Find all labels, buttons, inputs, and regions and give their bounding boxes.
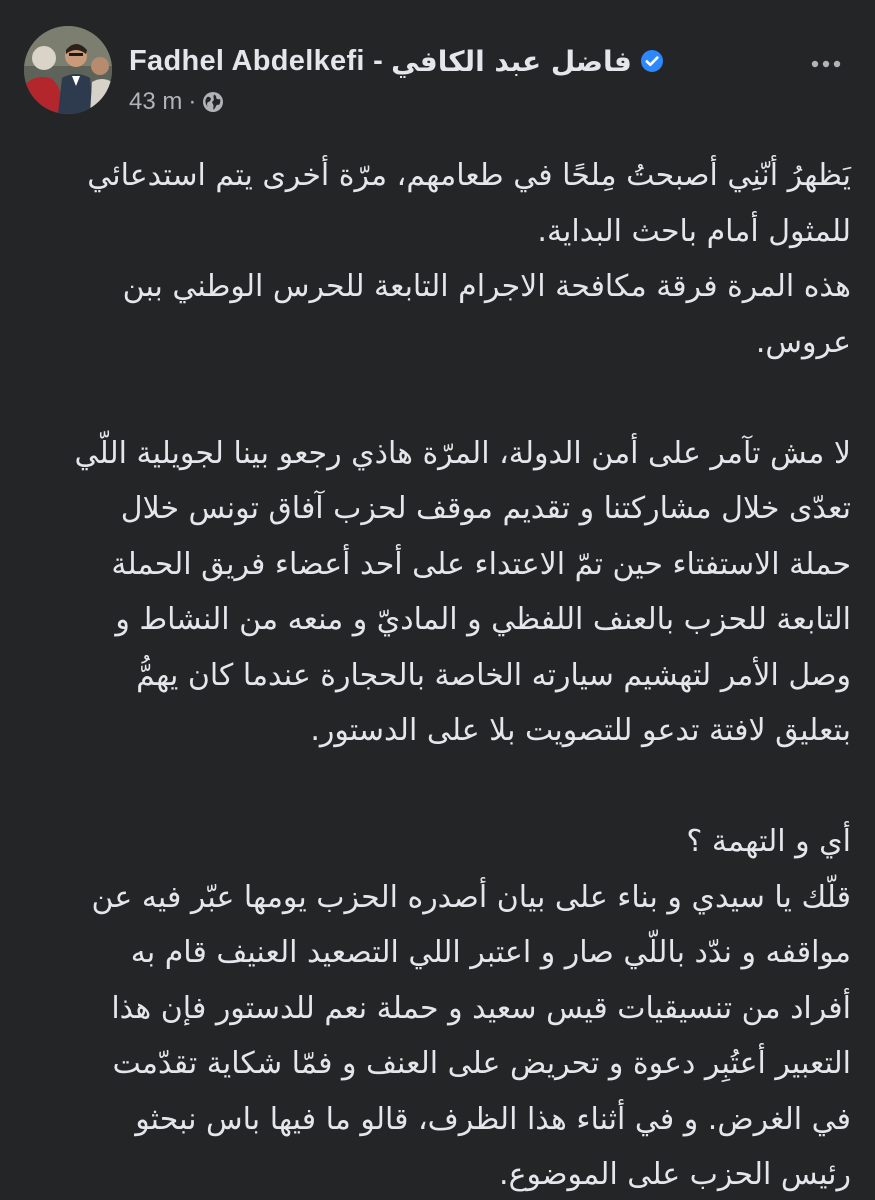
text-line: وصل الأمر لتهشيم سيارته الخاصة بالحجارة عندما كان يهمُّ <box>136 657 851 693</box>
meta-separator: · <box>188 88 197 115</box>
text-line: قلّك يا سيدي و بناء على بيان أصدره الحزب يومها عبّر فيه عن <box>91 879 851 915</box>
globe-icon[interactable] <box>202 91 224 113</box>
text-line: يَظهرُ أنّنِي أصبحتُ مِلحًا في طعامهم، مرّة أخرى يتم استدعائي <box>87 158 851 193</box>
text-line: التابعة للحزب بالعنف اللفظي و الماديّ و منعه من النشاط و <box>115 602 851 637</box>
text-line: بتعليق لافتة تدعو للتصويت بلا على الدستور. <box>310 713 851 748</box>
author-name-latin[interactable]: Fadhel Abdelkefi - <box>129 44 384 77</box>
verified-badge-icon <box>640 49 664 73</box>
post-paragraph <box>24 426 851 759</box>
text-line: أي و التهمة ؟ <box>686 824 851 859</box>
text-line: للمثول أمام باحث البداية. <box>537 213 851 249</box>
author-avatar[interactable] <box>24 26 112 114</box>
text-line: هذه المرة فرقة مكافحة الاجرام التابعة للحرس الوطني ببن <box>122 269 851 304</box>
text-line: رئيس الحزب على الموضوع. <box>499 1157 851 1192</box>
author-name-row[interactable] <box>129 39 664 83</box>
more-options-button[interactable] <box>808 46 844 82</box>
text-line: حملة الاستفتاء حين تمّ الاعتداء على أحد أعضاء فريق الحملة <box>111 546 851 582</box>
text-line: التعبير أعتُبِر دعوة و تحريض على العنف و فمّا شكاية تقدّمت <box>112 1046 851 1081</box>
post-text <box>24 148 851 1200</box>
text-line: في الغرض. و في أثناء هذا الظرف، قالو ما فيها باس نبحثو <box>135 1101 851 1137</box>
post-timestamp[interactable]: 43 m <box>129 88 183 115</box>
text-line: مواقفه و ندّد باللّي صار و اعتبر اللي التصعيد العنيف قام به <box>130 935 851 970</box>
more-horizontal-icon <box>811 59 841 69</box>
text-line: عروس. <box>755 324 851 360</box>
author-name-arabic[interactable]: فاضل عبد الكافي <box>391 44 632 78</box>
post-meta <box>129 88 224 116</box>
avatar-photo <box>24 26 112 114</box>
post-paragraph <box>24 814 851 1200</box>
text-line: أفراد من تنسيقيات قيس سعيد و حملة نعم للدستور فإن هذا <box>111 990 851 1026</box>
text-line: تعدّى خلال مشاركتنا و تقديم موقف لحزب آفاق تونس خلال <box>120 491 851 526</box>
post-header <box>24 24 852 120</box>
text-line: لا مش تآمر على أمن الدولة، المرّة هاذي رجعو بينا لجويلية اللّي <box>74 435 851 471</box>
post-paragraph <box>24 148 851 370</box>
